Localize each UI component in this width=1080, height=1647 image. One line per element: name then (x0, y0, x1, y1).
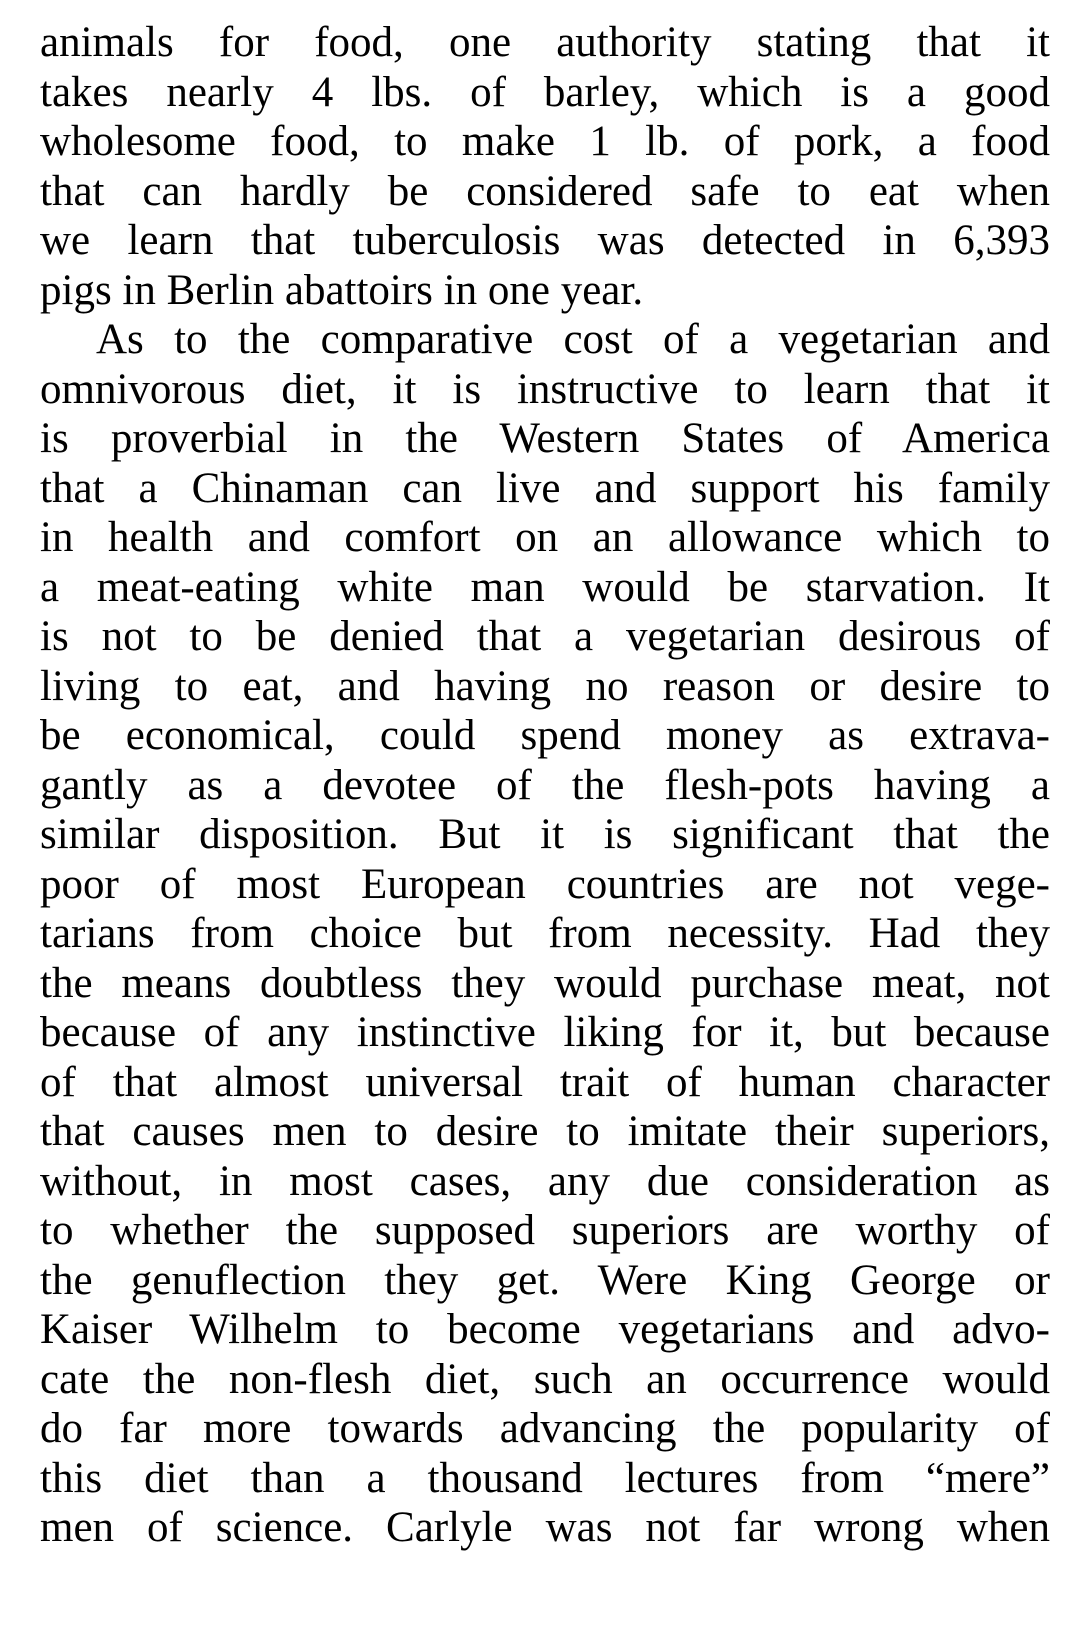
body-text (40, 18, 1050, 1553)
text-line: men of science. Carlyle was not far wrong when (40, 1504, 1050, 1551)
text-line: tarians from choice but from necessity. Had they (40, 910, 1050, 957)
text-line: gantly as a devotee of the flesh-pots having a (40, 761, 1050, 809)
text-line: without, in most cases, any due consideration as (40, 1157, 1050, 1205)
text-line: similar disposition. But it is significant that the (40, 811, 1050, 858)
text-line: pigs in Berlin abattoirs in one year. (40, 266, 644, 314)
text-line: omnivorous diet, it is instructive to learn that it (40, 365, 1050, 413)
text-line: because of any instinctive liking for it, but because (40, 1009, 1050, 1056)
text-line: cate the non-flesh diet, such an occurrence would (40, 1355, 1050, 1403)
text-line: is proverbial in the Western States of America (40, 415, 1050, 462)
text-line: the genuflection they get. Were King George or (40, 1256, 1050, 1304)
text-line: living to eat, and having no reason or desire to (40, 662, 1050, 710)
text-line: poor of most European countries are not vege- (40, 860, 1050, 908)
text-line: takes nearly 4 lbs. of barley, which is a good (40, 68, 1050, 116)
text-line: that can hardly be considered safe to eat when (40, 167, 1050, 215)
text-line: Kaiser Wilhelm to become vegetarians and advo- (40, 1306, 1050, 1353)
text-line: is not to be denied that a vegetarian desirous of (40, 613, 1050, 660)
text-line: that causes men to desire to imitate their superiors, (40, 1108, 1050, 1155)
text-line: animals for food, one authority stating that it (40, 19, 1050, 66)
text-line: that a Chinaman can live and support his family (40, 464, 1050, 512)
text-line: of that almost universal trait of human character (40, 1058, 1050, 1106)
text-line: a meat-eating white man would be starvation. It (40, 563, 1050, 611)
text-line: we learn that tuberculosis was detected in 6,393 (40, 217, 1050, 264)
text-line: do far more towards advancing the popularity of (40, 1405, 1050, 1452)
text-line: to whether the supposed superiors are worthy of (40, 1207, 1050, 1254)
text-line: in health and comfort on an allowance which to (40, 514, 1050, 561)
paragraph-start-line: As to the comparative cost of a vegetarian and (96, 316, 1050, 363)
text-line: this diet than a thousand lectures from “mere” (40, 1454, 1050, 1502)
text-line: wholesome food, to make 1 lb. of pork, a food (40, 118, 1050, 165)
text-line: the means doubtless they would purchase meat, not (40, 959, 1050, 1007)
text-line: be economical, could spend money as extrava- (40, 712, 1050, 759)
